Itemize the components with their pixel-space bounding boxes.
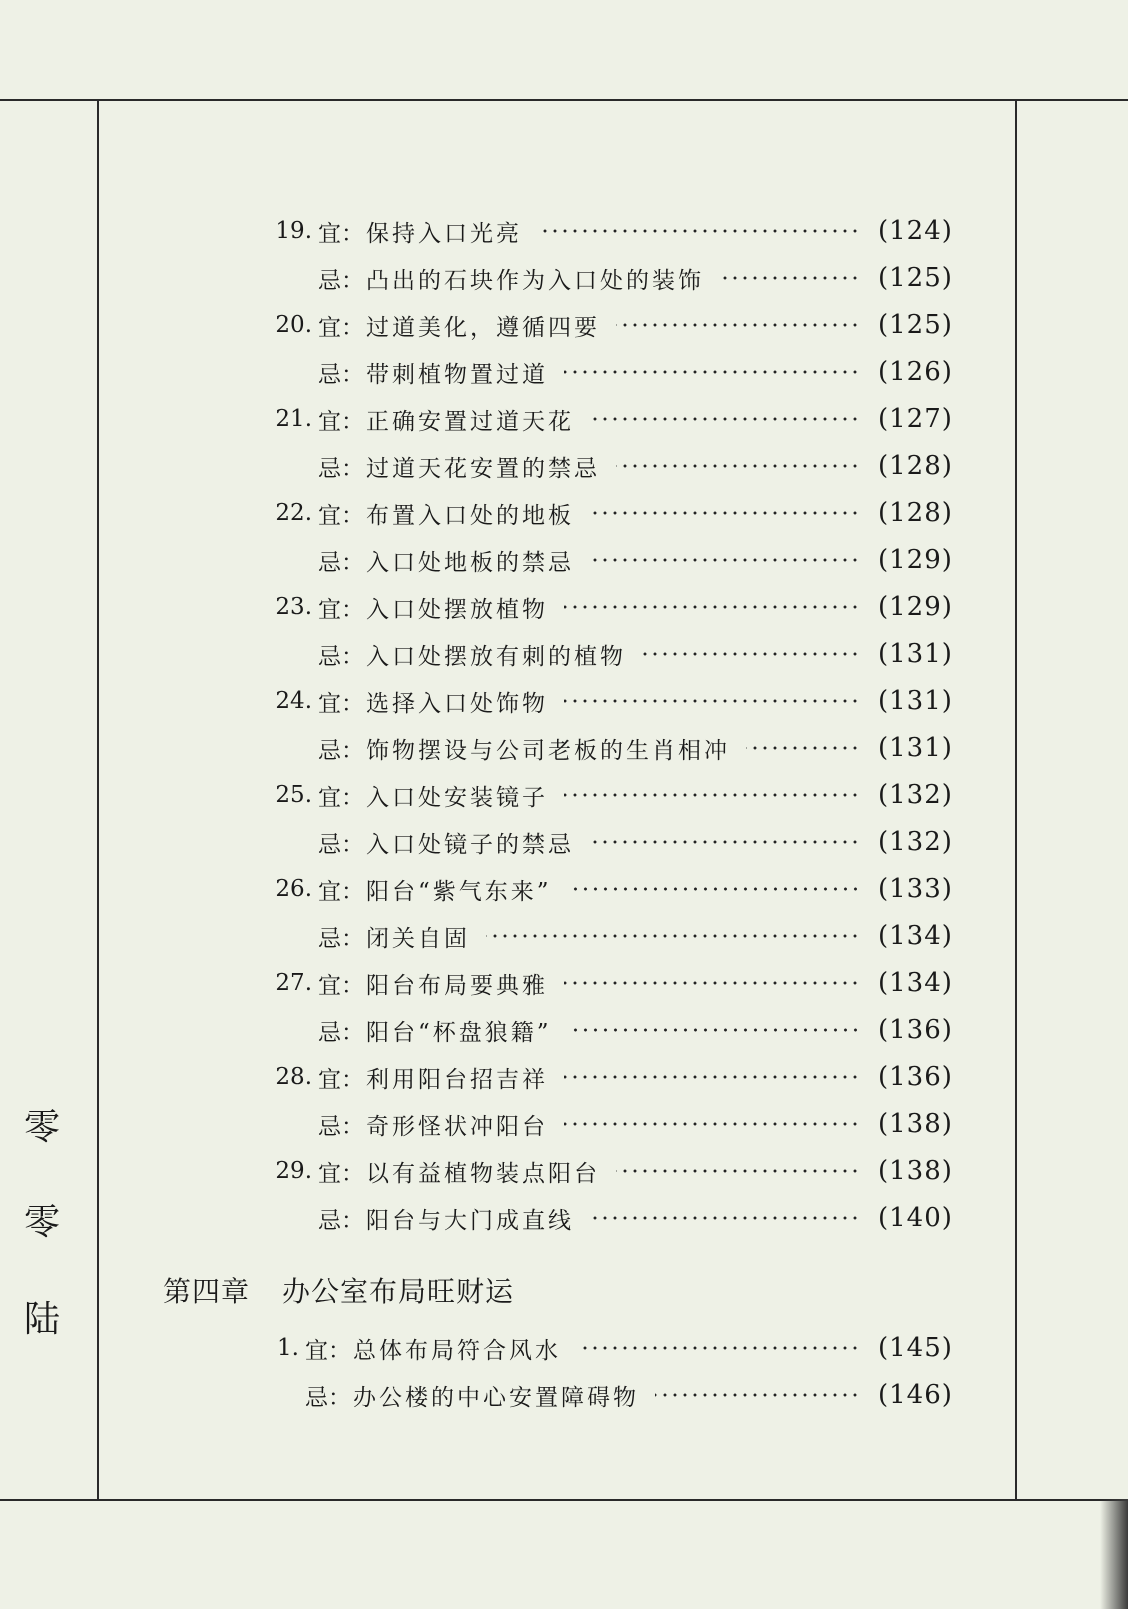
dot-leader xyxy=(486,934,860,938)
page-number-char-3: 陆 xyxy=(23,1299,60,1340)
entry-tag: 宜： xyxy=(318,690,364,717)
right-margin-rule xyxy=(1015,100,1017,1500)
entry-tag: 忌： xyxy=(318,455,364,482)
entry-title: 办公楼的中心安置障碍物 xyxy=(353,1384,639,1411)
entry-number: 21. xyxy=(275,406,312,432)
entry-tag: 忌： xyxy=(318,925,364,952)
dot-leader xyxy=(590,511,860,515)
entry-tag: 忌： xyxy=(318,831,364,858)
entry-title: 入口处安装镜子 xyxy=(366,784,548,811)
dot-leader xyxy=(616,1169,860,1173)
dot-leader xyxy=(564,1122,860,1126)
entry-page: (128) xyxy=(878,451,953,481)
toc-entry[interactable] xyxy=(270,1012,953,1048)
dot-leader xyxy=(642,652,860,656)
toc-entry[interactable] xyxy=(270,495,953,531)
entry-tag: 忌： xyxy=(305,1384,351,1411)
toc-entry[interactable] xyxy=(259,1330,953,1366)
toc-entry[interactable] xyxy=(270,636,953,672)
entry-page: (127) xyxy=(878,404,953,434)
toc-entry[interactable] xyxy=(270,260,953,296)
entry-title: 饰物摆设与公司老板的生肖相冲 xyxy=(366,737,730,764)
toc-entry[interactable] xyxy=(259,1377,953,1413)
toc-entry[interactable] xyxy=(270,542,953,578)
entry-page: (136) xyxy=(878,1015,953,1045)
dot-leader xyxy=(720,276,860,280)
entry-page: (140) xyxy=(878,1203,953,1233)
entry-tag: 宜： xyxy=(318,596,364,623)
entry-title: 阳台“紫气东来” xyxy=(366,878,552,905)
entry-tag: 忌： xyxy=(318,549,364,576)
entry-number: 19. xyxy=(275,218,312,244)
dot-leader xyxy=(590,417,860,421)
entry-title: 带刺植物置过道 xyxy=(366,361,548,388)
entry-title: 保持入口光亮 xyxy=(366,220,522,247)
entry-page: (124) xyxy=(878,216,953,246)
toc-entry[interactable] xyxy=(270,871,953,907)
dot-leader xyxy=(616,323,860,327)
entry-tag: 忌： xyxy=(318,1207,364,1234)
entry-title: 选择入口处饰物 xyxy=(366,690,548,717)
entry-tag: 宜： xyxy=(318,220,364,247)
dot-leader xyxy=(564,793,860,797)
entry-page: (132) xyxy=(878,827,953,857)
entry-title: 正确安置过道天花 xyxy=(366,408,574,435)
entry-tag: 宜： xyxy=(318,784,364,811)
entry-tag: 忌： xyxy=(318,267,364,294)
entry-number: 1. xyxy=(277,1335,299,1361)
dot-leader xyxy=(538,229,860,233)
entry-tag: 宜： xyxy=(318,502,364,529)
entry-title: 过道美化，遵循四要 xyxy=(366,314,600,341)
entry-title: 总体布局符合风水 xyxy=(353,1337,561,1364)
toc-entry[interactable] xyxy=(270,448,953,484)
page-number-char-2: 零 xyxy=(23,1202,60,1243)
toc-entry[interactable] xyxy=(270,1059,953,1095)
entry-tag: 忌： xyxy=(318,361,364,388)
entry-page: (128) xyxy=(878,498,953,528)
dot-leader xyxy=(590,558,860,562)
entry-tag: 宜： xyxy=(318,1066,364,1093)
toc-entry[interactable] xyxy=(270,824,953,860)
top-rule xyxy=(0,99,1128,101)
dot-leader xyxy=(568,1028,860,1032)
entry-page: (129) xyxy=(878,545,953,575)
chapter-number: 第四章 xyxy=(163,1275,251,1308)
dot-leader xyxy=(568,887,860,891)
toc-entry[interactable] xyxy=(270,307,953,343)
entry-number: 23. xyxy=(275,594,312,620)
entry-number: 25. xyxy=(275,782,312,808)
entry-title: 阳台布局要典雅 xyxy=(366,972,548,999)
toc-entry[interactable] xyxy=(270,589,953,625)
dot-leader xyxy=(577,1346,860,1350)
entry-page: (126) xyxy=(878,357,953,387)
entry-tag: 忌： xyxy=(318,1113,364,1140)
dot-leader xyxy=(590,840,860,844)
entry-title: 入口处摆放植物 xyxy=(366,596,548,623)
entry-number: 29. xyxy=(275,1158,312,1184)
entry-number: 24. xyxy=(275,688,312,714)
entry-number: 20. xyxy=(275,312,312,338)
dot-leader xyxy=(655,1393,860,1397)
toc-entry[interactable] xyxy=(270,213,953,249)
left-margin-rule xyxy=(97,100,99,1500)
entry-tag: 忌： xyxy=(318,1019,364,1046)
dot-leader xyxy=(564,370,860,374)
entry-tag: 忌： xyxy=(318,643,364,670)
entry-number: 28. xyxy=(275,1064,312,1090)
bottom-rule xyxy=(0,1499,1128,1501)
entry-title: 入口处镜子的禁忌 xyxy=(366,831,574,858)
dot-leader xyxy=(564,699,860,703)
toc-entry[interactable] xyxy=(270,918,953,954)
toc-entry[interactable] xyxy=(270,354,953,390)
entry-tag: 宜： xyxy=(318,314,364,341)
toc-entry[interactable] xyxy=(270,1200,953,1236)
entry-number: 26. xyxy=(275,876,312,902)
dot-leader xyxy=(564,981,860,985)
page-number-char-1: 零 xyxy=(23,1107,60,1148)
chapter-heading[interactable] xyxy=(163,1270,514,1310)
dot-leader xyxy=(564,605,860,609)
entry-page: (132) xyxy=(878,780,953,810)
entry-page: (131) xyxy=(878,639,953,669)
entry-title: 阳台“杯盘狼籍” xyxy=(366,1019,552,1046)
toc-entry[interactable] xyxy=(270,1153,953,1189)
entry-page: (145) xyxy=(878,1333,953,1363)
entry-title: 闭关自固 xyxy=(366,925,470,952)
entry-page: (138) xyxy=(878,1156,953,1186)
entry-page: (125) xyxy=(878,310,953,340)
entry-tag: 宜： xyxy=(305,1337,351,1364)
entry-title: 过道天花安置的禁忌 xyxy=(366,455,600,482)
page-corner-shadow xyxy=(1100,1499,1128,1609)
toc-entry[interactable] xyxy=(270,777,953,813)
toc-entry[interactable] xyxy=(270,1106,953,1142)
entry-title: 入口处摆放有刺的植物 xyxy=(366,643,626,670)
entry-title: 布置入口处的地板 xyxy=(366,502,574,529)
entry-title: 入口处地板的禁忌 xyxy=(366,549,574,576)
dot-leader xyxy=(616,464,860,468)
entry-page: (138) xyxy=(878,1109,953,1139)
entry-title: 凸出的石块作为入口处的装饰 xyxy=(366,267,704,294)
toc-entry[interactable] xyxy=(270,683,953,719)
entry-page: (146) xyxy=(878,1380,953,1410)
entry-number: 22. xyxy=(275,500,312,526)
entry-page: (134) xyxy=(878,968,953,998)
entry-tag: 宜： xyxy=(318,972,364,999)
entry-number: 27. xyxy=(275,970,312,996)
entry-title: 利用阳台招吉祥 xyxy=(366,1066,548,1093)
toc-entry[interactable] xyxy=(270,401,953,437)
entry-page: (125) xyxy=(878,263,953,293)
entry-page: (131) xyxy=(878,733,953,763)
entry-page: (133) xyxy=(878,874,953,904)
entry-page: (129) xyxy=(878,592,953,622)
entry-page: (134) xyxy=(878,921,953,951)
entry-title: 奇形怪状冲阳台 xyxy=(366,1113,548,1140)
entry-tag: 宜： xyxy=(318,878,364,905)
entry-page: (136) xyxy=(878,1062,953,1092)
toc-entry[interactable] xyxy=(270,730,953,766)
entry-title: 以有益植物装点阳台 xyxy=(366,1160,600,1187)
chapter-title: 办公室布局旺财运 xyxy=(282,1275,515,1308)
toc-entry[interactable] xyxy=(270,965,953,1001)
entry-tag: 宜： xyxy=(318,408,364,435)
entry-tag: 宜： xyxy=(318,1160,364,1187)
dot-leader xyxy=(590,1216,860,1220)
entry-page: (131) xyxy=(878,686,953,716)
entry-title: 阳台与大门成直线 xyxy=(366,1207,574,1234)
dot-leader xyxy=(746,746,860,750)
dot-leader xyxy=(564,1075,860,1079)
entry-tag: 忌： xyxy=(318,737,364,764)
